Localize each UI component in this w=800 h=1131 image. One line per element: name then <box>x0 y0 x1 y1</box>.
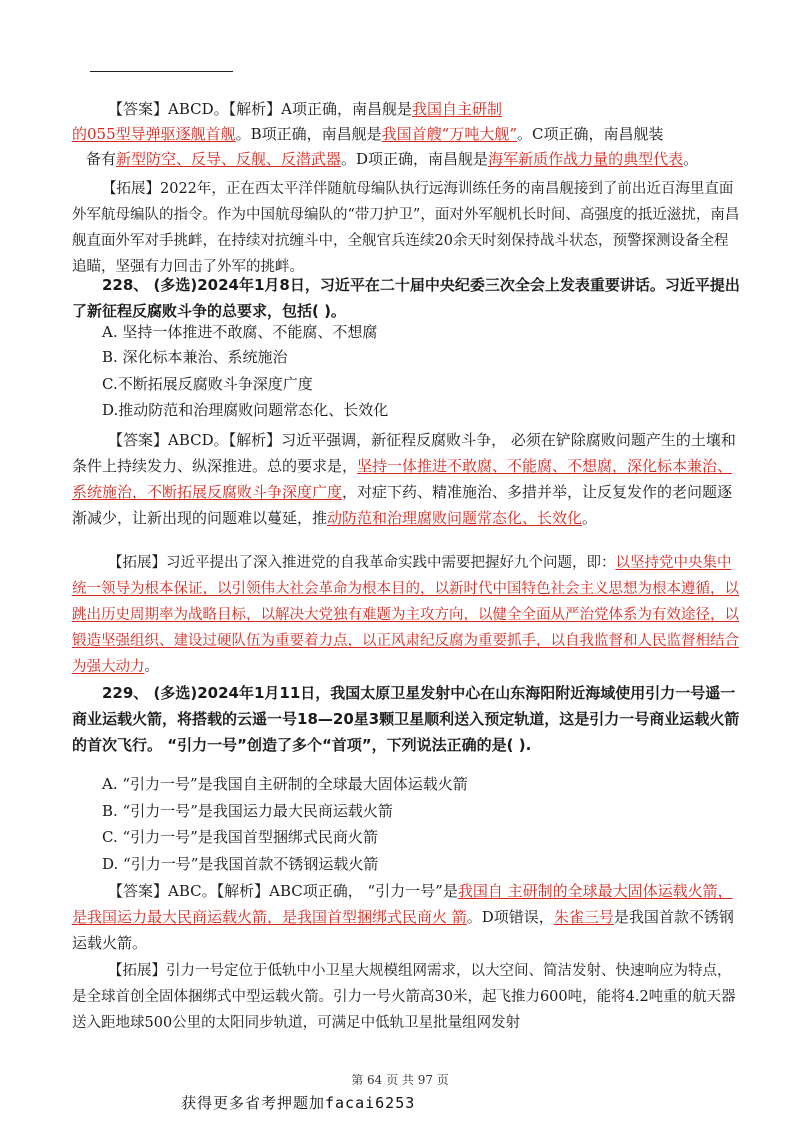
answer-228: 【答案】ABCD。【解析】习近平强调，新征程反腐败斗争， 必须在铲除腐败问题产生的土壤和条件上持续发力、纵深推进。总的要求是，坚持一体推进不敢腐、不能腐、不想腐，深化标本兼治、系统施治，不断拓展反腐败斗争深度广度，对症下药、精准施治、多措并举，让反复发作的老问题逐渐减少，让新出现的问题难以蔓延，推动防范和治理腐败问题常态化、长效化。 <box>72 431 736 527</box>
option-228-a: A. 坚持一体推进不敢腐、不能腐、不想腐 <box>102 323 378 341</box>
extension-228: 【拓展】习近平提出了深入推进党的自我革命实践中需要把握好九个问题，即：以坚持党中央集中统一领导为根本保证，以引领伟大社会革命为根本目的，以新时代中国特色社会主义思想为根本遵循，以跳出历史周期率为战略目标，以解决大党独有难题为主攻方向，以健全全面从严治党体系为有效途径，以锻造坚强组织、建设过硬队伍为重要着力点，以正风肃纪反腐为重要抓手，以自我监督和人民监督相结合为强大动力。 <box>72 555 739 675</box>
answer-229: 【答案】ABC。【解析】ABC项正确， “引力一号”是我国自 主研制的全球最大固体运载火箭，是我国运力最大民商运载火箭，是我国首型捆绑式民商火 箭。D项错误，朱雀三号是我国首款不锈钢运载火箭。 <box>72 882 734 952</box>
question-229: 229、 (多选)2024年1月11日，我国太原卫星发射中心在山东海阳附近海域使用引力一号遥一商业运载火箭，将搭载的云遥一号18—20星3颗卫星顺利送入预定轨道，这是引力一号商业运载火箭的首次飞行。 “引力一号”创造了多个“首项”，下列说法正确的是( ). <box>72 684 740 754</box>
option-228-b: B. 深化标本兼治、系统施治 <box>102 348 288 366</box>
extension-227: 【拓展】2022年，正在西太平洋伴随航母编队执行远海训练任务的南昌舰接到了前出近百海里直面外军航母编队的指令。作为中国航母编队的“带刀护卫”，面对外军舰机长时间、高强度的抵近滋扰，南昌舰直面外军对手挑衅，在持续对抗缠斗中，全舰官兵连续20余天时刻保持战斗状态，预警探测设备全程追瞄，坚强有力回击了外军的挑衅。 <box>72 181 740 275</box>
option-229-d: D. “引力一号”是我国首款不锈钢运载火箭 <box>102 855 379 873</box>
page-number: 第 64 页 共 97 页 <box>351 1073 449 1087</box>
top-divider <box>90 71 233 72</box>
option-229-b: B. “引力一号”是我国运力最大民商运载火箭 <box>102 802 393 820</box>
extension-229: 【拓展】引力一号定位于低轨中小卫星大规模组网需求，以大空间、简洁发射、快速响应为特点，是全球首创全固体捆绑式中型运载火箭。引力一号火箭高30米，起飞推力600吨，能将4.2吨重的航天器送入距地球500公里的太阳同步轨道，可满足中低轨卫星批量组网发射 <box>72 963 736 1031</box>
option-229-c: C. “引力一号”是我国首型捆绑式民商火箭 <box>102 828 378 846</box>
question-228: 228、 (多选)2024年1月8日，习近平在二十届中央纪委三次全会上发表重要讲话。习近平提出了新征程反腐败斗争的总要求，包括( )。 <box>72 276 740 320</box>
answer-227: 【答案】ABCD。【解析】A项正确，南昌舰是我国自主研制 的055型导弹驱逐舰首舰。B项正确，南昌舰是我国首艘“万吨大舰”。C项正确，南昌舰装 备有新型防空、反导、反舰、反潜武器。D项正确，南昌舰是海军新质作战力量的典型代表。 <box>72 100 699 168</box>
option-228-d: D.推动防范和治理腐败问题常态化、长效化 <box>102 401 389 419</box>
option-229-a: A. “引力一号”是我国自主研制的全球最大固体运载火箭 <box>102 775 468 793</box>
promo-text: 获得更多省考押题加facai6253 <box>181 1094 416 1112</box>
option-228-c: C.不断拓展反腐败斗争深度广度 <box>102 375 313 393</box>
